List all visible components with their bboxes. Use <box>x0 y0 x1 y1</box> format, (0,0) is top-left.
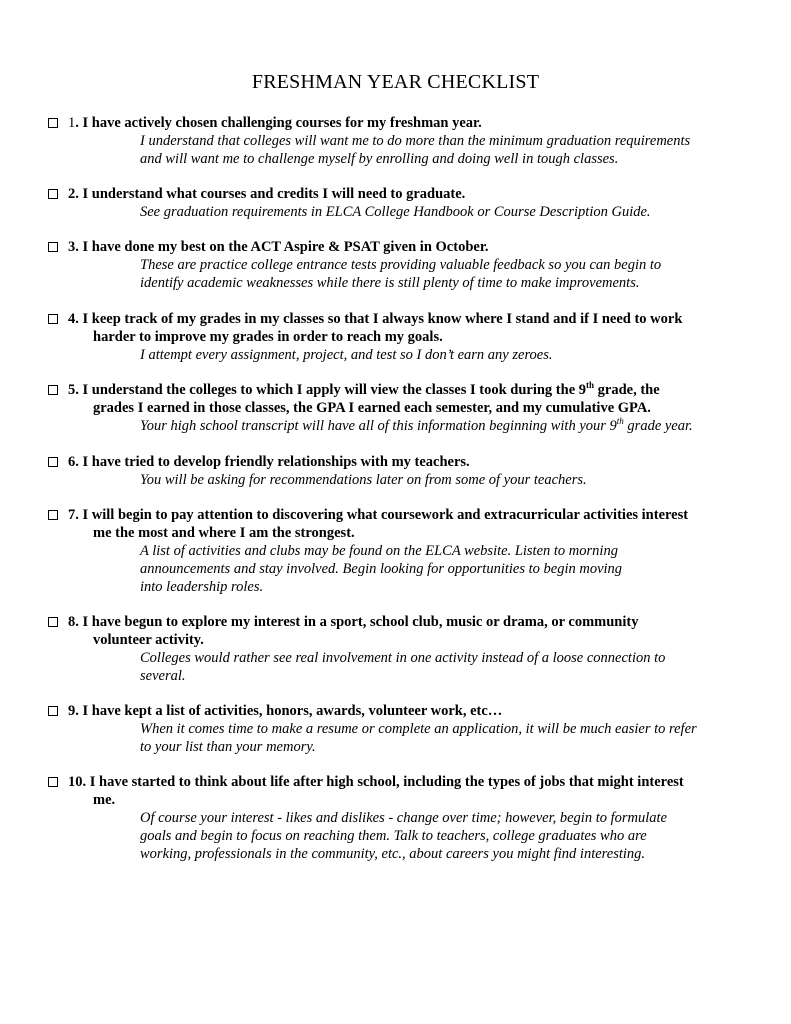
item-note: I understand that colleges will want me to do more than the minimum graduation requirements and will want me to challenge myself by enrolling and doing well in tough classes. <box>140 133 691 167</box>
checkbox-icon[interactable] <box>48 242 58 252</box>
page-title: FRESHMAN YEAR CHECKLIST <box>251 71 540 93</box>
checkbox-icon[interactable] <box>48 118 58 128</box>
item-heading: 3. I have done my best on the ACT Aspire & PSAT given in October. <box>68 239 489 255</box>
item-heading: 8. I have begun to explore my interest in a sport, school club, music or drama, or community volunteer activity. <box>68 614 639 648</box>
checklist-item-8 <box>48 613 748 685</box>
item-note: Colleges would rather see real involvement in one activity instead of a loose connection to several. <box>140 650 666 684</box>
item-note: Of course your interest - likes and dislikes - change over time; however, begin to formulate goals and begin to focus on reaching them. Talk to teachers, college graduates who are working, professionals in the community, etc., about careers you might find interesting. <box>140 810 667 862</box>
item-heading: 6. I have tried to develop friendly relationships with my teachers. <box>68 454 470 470</box>
checklist-item-6 <box>48 453 748 489</box>
checkbox-icon[interactable] <box>48 510 58 520</box>
item-note: See graduation requirements in ELCA College Handbook or Course Description Guide. <box>140 204 651 220</box>
item-note: You will be asking for recommendations later on from some of your teachers. <box>140 472 587 488</box>
item-note: A list of activities and clubs may be found on the ELCA website. Listen to morning announcements and stay involved. Begin looking for opportunities to begin moving into leadership roles. <box>140 543 623 595</box>
checkbox-icon[interactable] <box>48 314 58 324</box>
checklist-item-1 <box>48 114 748 168</box>
checklist-item-3 <box>48 238 748 292</box>
item-heading: 7. I will begin to pay attention to discovering what coursework and extracurricular activities interest me the most and where I am the strongest. <box>68 507 689 541</box>
checkbox-icon[interactable] <box>48 189 58 199</box>
checkbox-icon[interactable] <box>48 777 58 787</box>
item-heading: 5. I understand the colleges to which I apply will view the classes I took during the 9th grade, the grades I earned in those classes, the GPA I earned each semester, and my cumulative GPA. <box>68 380 660 416</box>
item-note: I attempt every assignment, project, and test so I don’t earn any zeroes. <box>140 347 553 363</box>
item-heading: 9. I have kept a list of activities, honors, awards, volunteer work, etc… <box>68 703 503 719</box>
item-heading: 4. I keep track of my grades in my classes so that I always know where I stand and if I need to work harder to improve my grades in order to reach my goals. <box>68 311 683 345</box>
checkbox-icon[interactable] <box>48 385 58 395</box>
checklist-item-9 <box>48 702 748 756</box>
item-heading: 10. I have started to think about life after high school, including the types of jobs that might interest me. <box>68 774 684 808</box>
item-note: Your high school transcript will have all of this information beginning with your 9th grade year. <box>140 416 693 434</box>
checklist-item-10 <box>48 773 748 863</box>
checkbox-icon[interactable] <box>48 457 58 467</box>
item-note: These are practice college entrance tests providing valuable feedback so you can begin to identify academic weaknesses while there is still plenty of time to make improvements. <box>140 257 662 291</box>
item-note: When it comes time to make a resume or complete an application, it will be much easier to refer to your list than your memory. <box>140 721 697 755</box>
checklist-item-5 <box>48 381 748 435</box>
checklist-item-7 <box>48 506 748 596</box>
checklist-item-2 <box>48 185 748 221</box>
item-heading: 2. I understand what courses and credits I will need to graduate. <box>68 186 466 202</box>
checkbox-icon[interactable] <box>48 617 58 627</box>
item-heading: 1. I have actively chosen challenging courses for my freshman year. <box>68 115 482 131</box>
checkbox-icon[interactable] <box>48 706 58 716</box>
checklist-item-4 <box>48 310 748 364</box>
